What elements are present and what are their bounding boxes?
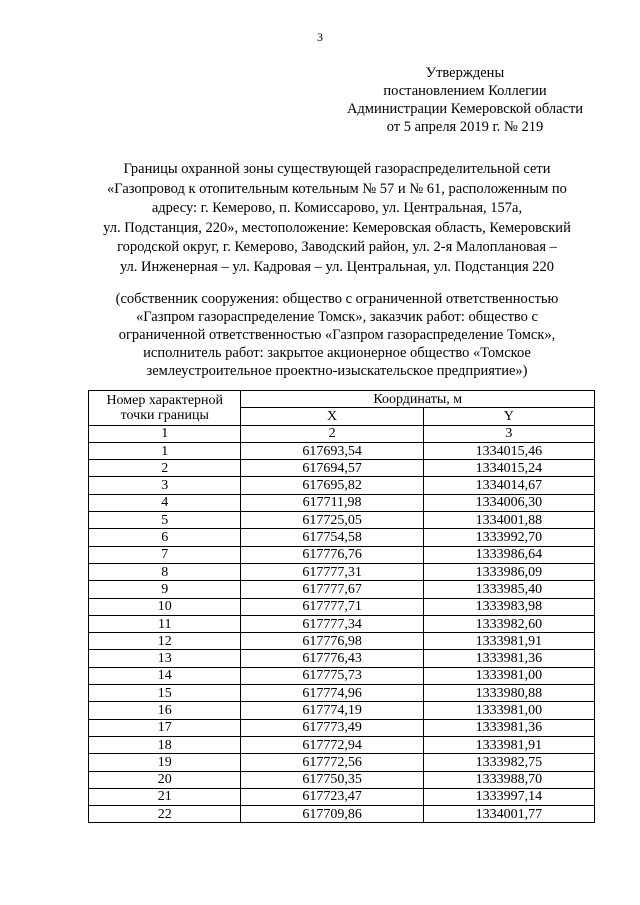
- table-row: [89, 719, 595, 736]
- point-number-cell: 15: [89, 685, 241, 702]
- y-coordinate-cell: 1333982,75: [423, 754, 594, 771]
- x-coordinate-cell: 617774,19: [241, 702, 423, 719]
- page-number: 3: [317, 30, 323, 44]
- x-coordinate-cell: 617754,58: [241, 529, 423, 546]
- x-coordinate-cell: 617777,31: [241, 563, 423, 580]
- x-coordinate-cell: 617775,73: [241, 667, 423, 684]
- point-number-cell: 19: [89, 754, 241, 771]
- x-coordinate-cell: 617693,54: [241, 442, 423, 459]
- owner-line: ограниченной ответственностью «Газпром газораспределение Томск»,: [118, 327, 556, 343]
- x-coordinate-cell: 617694,57: [241, 460, 423, 477]
- table-row: [89, 771, 595, 788]
- x-coordinate-cell: 617777,67: [241, 581, 423, 598]
- y-coordinate-cell: 1334001,88: [423, 512, 594, 529]
- owner-line: землеустроительное проектно-изыскательское предприятие»): [146, 363, 528, 379]
- title-line: ул. Подстанция, 220», местоположение: Кемеровская область, Кемеровский: [103, 219, 571, 236]
- point-number-cell: 16: [89, 702, 241, 719]
- owner-line: «Газпром газораспределение Томск», заказчик работ: общество с: [136, 309, 538, 325]
- x-coordinate-cell: 617725,05: [241, 512, 423, 529]
- table-row: [89, 460, 595, 477]
- point-number-cell: 10: [89, 598, 241, 615]
- approval-block: [330, 64, 600, 136]
- table-row: [89, 546, 595, 563]
- table-row: [89, 806, 595, 823]
- y-coordinate-cell: 1334014,67: [423, 477, 594, 494]
- point-number-cell: 1: [89, 442, 241, 459]
- x-coordinate-cell: 617773,49: [241, 719, 423, 736]
- y-coordinate-cell: 1333981,91: [423, 736, 594, 753]
- y-coordinate-cell: 1333980,88: [423, 685, 594, 702]
- y-coordinate-cell: 1333981,36: [423, 650, 594, 667]
- point-number-cell: 20: [89, 771, 241, 788]
- table-row: [89, 702, 595, 719]
- y-coordinate-cell: 1333988,70: [423, 771, 594, 788]
- column-number: 3: [423, 425, 594, 442]
- x-coordinate-cell: 617711,98: [241, 494, 423, 511]
- table-row: [89, 598, 595, 615]
- table-row: [89, 615, 595, 632]
- table-row: [89, 788, 595, 805]
- point-number-cell: 9: [89, 581, 241, 598]
- x-coordinate-cell: 617772,56: [241, 754, 423, 771]
- x-coordinate-cell: 617777,71: [241, 598, 423, 615]
- table-body: [89, 442, 595, 823]
- approval-line: постановлением Коллегии: [383, 83, 547, 99]
- table-row: [89, 563, 595, 580]
- point-number-cell: 21: [89, 788, 241, 805]
- header-point-line: точки границы: [120, 407, 209, 423]
- x-coordinate-cell: 617723,47: [241, 788, 423, 805]
- owner-info: [82, 290, 592, 380]
- table-row: [89, 581, 595, 598]
- x-coordinate-cell: 617776,76: [241, 546, 423, 563]
- approval-line: от 5 апреля 2019 г. № 219: [386, 119, 544, 135]
- y-coordinate-cell: 1334015,24: [423, 460, 594, 477]
- title-line: ул. Инженерная – ул. Кадровая – ул. Центральная, ул. Подстанция 220: [119, 258, 555, 275]
- point-number-cell: 3: [89, 477, 241, 494]
- y-coordinate-cell: 1333981,36: [423, 719, 594, 736]
- point-number-cell: 12: [89, 633, 241, 650]
- point-number-cell: 18: [89, 736, 241, 753]
- title-line: Границы охранной зоны существующей газораспределительной сети: [123, 161, 551, 177]
- table-row: [89, 736, 595, 753]
- point-number-cell: 14: [89, 667, 241, 684]
- table-row: [89, 477, 595, 494]
- point-number-cell: 17: [89, 719, 241, 736]
- y-coordinate-cell: 1334006,30: [423, 494, 594, 511]
- table-row: [89, 754, 595, 771]
- y-coordinate-cell: 1333985,40: [423, 581, 594, 598]
- table-row: [89, 633, 595, 650]
- point-number-cell: 13: [89, 650, 241, 667]
- point-number-cell: 6: [89, 529, 241, 546]
- y-coordinate-cell: 1333981,00: [423, 702, 594, 719]
- point-number-cell: 8: [89, 563, 241, 580]
- approval-line: Утверждены: [425, 65, 505, 81]
- x-coordinate-cell: 617695,82: [241, 477, 423, 494]
- column-number: 2: [241, 425, 423, 442]
- x-coordinate-cell: 617776,43: [241, 650, 423, 667]
- table-row: [89, 494, 595, 511]
- point-number-cell: 4: [89, 494, 241, 511]
- header-point-number: [89, 391, 241, 426]
- header-point-line: Номер характерной: [106, 392, 224, 408]
- owner-line: (собственник сооружения: общество с ограниченной ответственностью: [115, 291, 559, 307]
- x-coordinate-cell: 617776,98: [241, 633, 423, 650]
- point-number-cell: 2: [89, 460, 241, 477]
- column-number: 1: [89, 425, 241, 442]
- x-coordinate-cell: 617709,86: [241, 806, 423, 823]
- y-coordinate-cell: 1334015,46: [423, 442, 594, 459]
- y-coordinate-cell: 1333986,09: [423, 563, 594, 580]
- y-coordinate-cell: 1333982,60: [423, 615, 594, 632]
- owner-line: исполнитель работ: закрытое акционерное общество «Томское: [143, 345, 531, 361]
- y-coordinate-cell: 1333992,70: [423, 529, 594, 546]
- header-coordinates: Координаты, м: [241, 391, 595, 408]
- y-coordinate-cell: 1333997,14: [423, 788, 594, 805]
- point-number-cell: 7: [89, 546, 241, 563]
- document-title: [82, 160, 592, 277]
- table-row: [89, 529, 595, 546]
- table-row: [89, 442, 595, 459]
- y-coordinate-cell: 1333986,64: [423, 546, 594, 563]
- point-number-cell: 11: [89, 615, 241, 632]
- approval-line: Администрации Кемеровской области: [346, 101, 584, 117]
- title-line: адресу: г. Кемерово, п. Комиссарово, ул. Центральная, 157а,: [151, 200, 523, 216]
- y-coordinate-cell: 1333981,00: [423, 667, 594, 684]
- title-line: городской округ, г. Кемерово, Заводский район, ул. 2-я Малоплановая –: [117, 239, 557, 255]
- table-row: [89, 667, 595, 684]
- x-coordinate-cell: 617750,35: [241, 771, 423, 788]
- y-coordinate-cell: 1333981,91: [423, 633, 594, 650]
- x-coordinate-cell: 617772,94: [241, 736, 423, 753]
- header-x: X: [241, 408, 423, 425]
- table-row: [89, 650, 595, 667]
- y-coordinate-cell: 1333983,98: [423, 598, 594, 615]
- table-row: [89, 685, 595, 702]
- table-row: [89, 512, 595, 529]
- y-coordinate-cell: 1334001,77: [423, 806, 594, 823]
- x-coordinate-cell: 617774,96: [241, 685, 423, 702]
- title-line: «Газопровод к отопительным котельным № 57 и № 61, расположенным по: [107, 180, 567, 197]
- point-number-cell: 5: [89, 512, 241, 529]
- point-number-cell: 22: [89, 806, 241, 823]
- header-y: Y: [423, 408, 594, 425]
- x-coordinate-cell: 617777,34: [241, 615, 423, 632]
- coordinates-table: [88, 390, 595, 823]
